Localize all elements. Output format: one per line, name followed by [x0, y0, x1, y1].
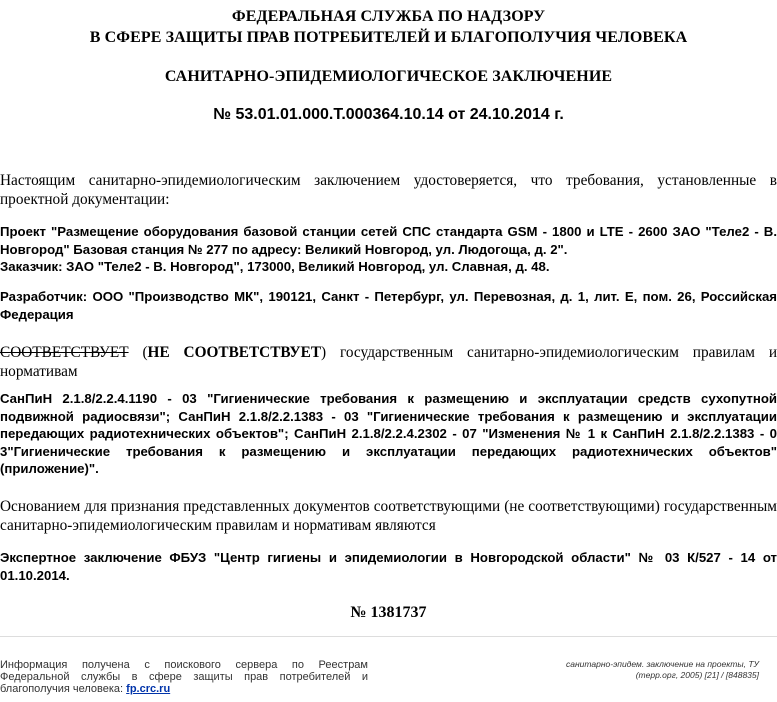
expert-conclusion: Экспертное заключение ФБУЗ "Центр гигиены и эпидемиологии в Новгородской области" № 03 К/527 - 14 от 01.10.2014. — [0, 550, 777, 583]
footer-classification — [499, 659, 759, 681]
customer-info: Заказчик: ЗАО "Теле2 - В. Новгород", 173000, Великий Новгород, ул. Славная, д. 48. — [0, 259, 550, 274]
basis-paragraph: Основанием для признания представленных документов соответствующими (не соответствующими) государственным санитарно-эпидемиологическим правилам и нормативам являются — [0, 498, 777, 534]
project-description: Проект "Размещение оборудования базовой станции сетей СПС стандарта GSM - 1800 и LTE - 2600 ЗАО "Теле2 - В. Новгород" Базовая станция № 277 по адресу: Великий Новгород, ул. Людогоща, д. 2". — [0, 224, 777, 257]
developer-info: Разработчик: ООО "Производство МК", 190121, Санкт - Петербург, ул. Перевозная, д. 1, лит. Е, пом. 26, Российская Федерация — [0, 289, 777, 322]
document-number: № 53.01.01.000.Т.000364.10.14 от 24.10.2014 г. — [213, 106, 564, 123]
document-type-title: САНИТАРНО-ЭПИДЕМИОЛОГИЧЕСКОЕ ЗАКЛЮЧЕНИЕ — [164, 68, 613, 85]
intro-paragraph: Настоящим санитарно-эпидемиологическим заключением удостоверяется, что требования, установленные в проектной документации: — [0, 172, 777, 208]
agency-name-line1: ФЕДЕРАЛЬНАЯ СЛУЖБА ПО НАДЗОРУ — [231, 8, 546, 25]
compliance-verdict: НЕ СООТВЕТСТВУЕТ — [147, 344, 322, 361]
compliance-rest: ) государственным санитарно-эпидемиологическим правилам и нормативам — [0, 344, 777, 380]
footer-classification-line1: санитарно-эпидем. заключение на проекты, ТУ — [566, 659, 759, 669]
footer-classification-line2: (терр.орг, 2005) [21] / [848835] — [635, 670, 759, 680]
footer-divider — [0, 636, 777, 637]
footer-source-info — [0, 659, 368, 695]
blank-number: № 1381737 — [350, 604, 427, 621]
footer-source-text: Информация получена с поискового сервера по Реестрам Федеральной службы в сфере защиты прав потребителей и благополучия человека: — [0, 659, 368, 695]
source-link[interactable]: fp.crc.ru — [126, 683, 171, 695]
compliance-statement — [0, 343, 777, 381]
agency-name-line2: В СФЕРЕ ЗАЩИТЫ ПРАВ ПОТРЕБИТЕЛЕЙ И БЛАГОПОЛУЧИЯ ЧЕЛОВЕКА — [89, 29, 688, 46]
compliance-paren-open: ( — [128, 344, 148, 361]
compliance-struck-option: СООТВЕТСТВУЕТ — [0, 344, 129, 361]
norms-list: СанПиН 2.1.8/2.2.4.1190 - 03 "Гигиенические требования к размещению и эксплуатации средств сухопутной подвижной радиосвязи"; СанПиН 2.1.8/2.2.1383 - 03 "Гигиенические требования к размещению и эксплуатации передающих радиотехнических объектов"; СанПиН 2.1.8/2.2.4.2302 - 07 "Изменения № 1 к СанПиН 2.1.8/2.2.1383 - 0 3"Гигиенические требования к размещению и эксплуатации передающих радиотехнических объектов" (приложение)". — [0, 391, 777, 476]
